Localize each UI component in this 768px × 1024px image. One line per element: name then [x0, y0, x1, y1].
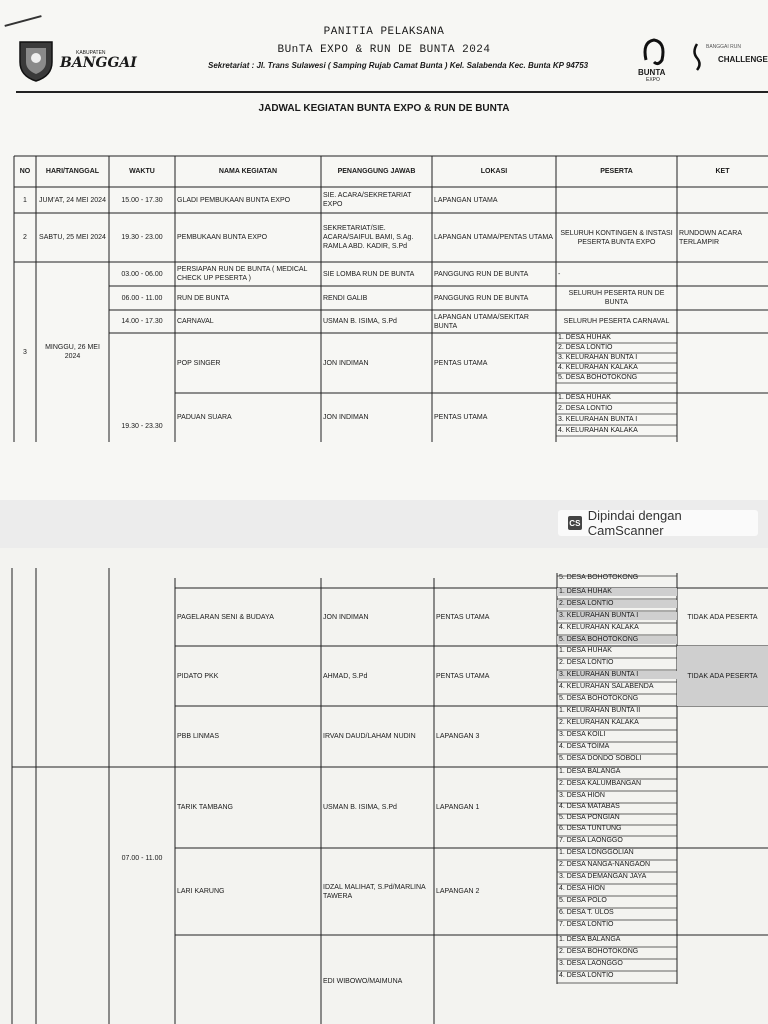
last-pic: EDI WIBOWO/MAIMUNA [323, 977, 403, 985]
camscanner-watermark [558, 510, 758, 536]
pidato-location: PENTAS UTAMA [436, 672, 490, 680]
paduan-activity: PADUAN SUARA [177, 414, 232, 421]
row1-time: 15.00 - 17.30 [121, 196, 163, 204]
row2-day: SABTU, 25 MEI 2024 [39, 234, 106, 241]
seni-participant: 5. DESA BOHOTOKONG [557, 636, 677, 644]
pidato-participant: 4. KELURAHAN SALABENDA [559, 683, 654, 690]
tarik-participant: 3. DESA HION [559, 792, 605, 799]
lari-pic: IDZAL MALIHAT, S.Pd/MARLINA TAWERA [323, 883, 426, 900]
lari-participant: 6. DESA T. ULOS [559, 909, 614, 916]
tarik-participant: 1. DESA BALANGA [559, 768, 621, 775]
lari-location: LAPANGAN 2 [436, 888, 480, 895]
brand-right-expo: EXPO [646, 77, 660, 83]
brand-left-small: KABUPATEN [76, 50, 106, 56]
pop-participant: 5. DESA BOHOTOKONG [558, 374, 638, 381]
seni-participant: 3. KELURAHAN BUNTA I [557, 612, 677, 620]
secretariat-address: Sekretariat : Jl. Trans Sulawesi ( Samping Rujab Camat Bunta ) Kel. Salabenda Kec. Bunta KP 94753 [208, 61, 589, 70]
event-heading: BUnTA EXPO & RUN DE BUNTA 2024 [277, 44, 491, 56]
row2-pic: SEKRETARIAT/SIE. ACARA/SAIFUL BAMI, S.Ag. RAMLA ABD. KADIR, S.Pd [323, 225, 414, 250]
pbb-participant: 2. KELURAHAN KALAKA [559, 719, 639, 726]
col-header-location: LOKASI [480, 168, 508, 175]
tarik-participant: 4. DESA MATABAS [559, 803, 620, 810]
tarik-participant: 7. DESA LAONGGO [559, 837, 623, 844]
scanned-page-1 [0, 0, 768, 500]
lari-participant: 3. DESA DEMANGAN JAYA [559, 873, 647, 880]
paduan-pic: JON INDIMAN [323, 414, 369, 421]
pop-participant: 2. DESA LONTIO [558, 344, 613, 351]
lari-participant: 5. DESA POLO [559, 897, 607, 904]
lari-participant: 1. DESA LONGGOLIAN [559, 849, 634, 856]
row1-activity: GLADI PEMBUKAAN BUNTA EXPO [177, 196, 291, 204]
pop-activity: POP SINGER [177, 359, 221, 367]
row1-no: 1 [23, 196, 27, 204]
seni-pic: JON INDIMAN [323, 613, 369, 621]
pop-pic: JON INDIMAN [323, 359, 369, 367]
pbb-location: LAPANGAN 3 [436, 733, 480, 740]
pbb-participant: 3. DESA KOILI [559, 731, 606, 738]
morning-time: 07.00 - 11.00 [121, 854, 163, 862]
row1-day: JUM'AT, 24 MEI 2024 [39, 196, 106, 204]
row3-day: MINGGU, 26 MEI 2024 [45, 344, 100, 360]
lari-participant: 4. DESA HION [559, 885, 605, 892]
last-participant: 1. DESA BALANGA [559, 936, 621, 943]
tarik-activity: TARIK TAMBANG [177, 804, 234, 811]
row3c-activity: CARNAVAL [177, 318, 214, 325]
carry-over-participant: 5. DESA BOHOTOKONG [559, 574, 639, 581]
row3a-activity: PERSIAPAN RUN DE BUNTA ( MEDICAL CHECK UP PESERTA ) [177, 266, 308, 282]
seni-activity: PAGELARAN SENI & BUDAYA [177, 613, 274, 621]
pidato-participant: 5. DESA BOHOTOKONG [559, 695, 639, 702]
brand-left-logo-text: BANGGAI [60, 55, 137, 71]
tarik-pic: USMAN B. ISIMA, S.Pd [323, 804, 397, 811]
row3c-pic: USMAN B. ISIMA, S.Pd [323, 318, 397, 325]
row3b-activity: RUN DE BUNTA [177, 294, 229, 302]
last-participant: 4. DESA LONTIO [559, 972, 614, 979]
row2-time: 19.30 - 23.00 [121, 234, 163, 241]
brand-right-top: BANGGAI RUN [706, 44, 742, 50]
committee-heading: PANITIA PELAKSANA [323, 26, 445, 38]
pop-location: PENTAS UTAMA [434, 359, 488, 367]
row3c-participants: SELURUH PESERTA CARNAVAL [563, 318, 670, 325]
pidato-participant: 3. KELURAHAN BUNTA I [557, 671, 677, 679]
pbb-activity: PBB LINMAS [177, 733, 220, 740]
row2-activity: PEMBUKAAN BUNTA EXPO [177, 234, 268, 241]
pbb-participant: 5. DESA DONDO SOBOLI [559, 755, 642, 762]
paduan-participant: 1. DESA HUHAK [558, 394, 611, 401]
pbb-pic: IRVAN DAUD/LAHAM NUDIN [323, 733, 416, 740]
col-header-participants: PESERTA [600, 168, 633, 175]
row1-pic: SIE. ACARA/SEKRETARIAT EXPO [323, 192, 412, 208]
pop-participant: 3. KELURAHAN BUNTA I [558, 354, 638, 361]
lari-participant: 2. DESA NANGA-NANGAON [559, 861, 651, 868]
tarik-location: LAPANGAN 1 [436, 804, 480, 811]
row1-location: LAPANGAN UTAMA [434, 196, 498, 204]
seni-participant: 1. DESA HUHAK [557, 588, 677, 596]
paduan-participant: 3. KELURAHAN BUNTA I [558, 416, 638, 423]
paduan-participant: 4. KELURAHAN KALAKA [558, 427, 638, 434]
col-header-day: HARI/TANGGAL [45, 168, 100, 175]
lari-activity: LARI KARUNG [177, 888, 225, 895]
seni-location: PENTAS UTAMA [436, 613, 490, 621]
brand-right-bunta: BUNTA [638, 68, 666, 77]
col-header-note: KET [715, 168, 730, 175]
brand-right-challenge: CHALLENGE [718, 55, 768, 64]
pidato-activity: PIDATO PKK [177, 672, 219, 680]
camscanner-label: Dipindai dengan CamScanner [587, 508, 682, 538]
lari-participant: 7. DESA LONTIO [559, 921, 614, 928]
tarik-participant: 2. DESA KALUMBANGAN [559, 780, 642, 787]
col-header-activity: NAMA KEGIATAN [218, 168, 278, 175]
col-header-no: NO [19, 168, 31, 175]
row3b-time: 06.00 - 11.00 [121, 294, 163, 302]
pop-participant: 4. KELURAHAN KALAKA [558, 364, 638, 371]
row3c-location: LAPANGAN UTAMA/SEKITAR BUNTA [434, 313, 529, 330]
scanned-page-2 [0, 548, 768, 1024]
last-participant: 3. DESA LAONGGO [559, 960, 623, 967]
pidato-participant: 1. DESA HUHAK [559, 647, 612, 654]
row3b-participants: SELURUH PESERTA RUN DE BUNTA [568, 290, 665, 306]
row2-no: 2 [23, 234, 27, 241]
seni-note: TIDAK ADA PESERTA [687, 613, 758, 621]
tarik-participant: 5. DESA PONGIAN [559, 814, 620, 821]
last-participant: 2. DESA BOHOTOKONG [559, 948, 639, 955]
row3a-time: 03.00 - 06.00 [121, 270, 163, 278]
tarik-participant: 6. DESA TUNTUNG [559, 825, 622, 832]
row3-no: 3 [23, 348, 27, 356]
pidato-pic: AHMAD, S.Pd [323, 672, 368, 680]
pbb-participant: 1. KELURAHAN BUNTA II [559, 707, 641, 714]
pidato-participant: 2. DESA LONTIO [559, 659, 614, 666]
col-header-time: WAKTU [129, 168, 155, 175]
row3b-location: PANGGUNG RUN DE BUNTA [434, 294, 529, 302]
paduan-participant: 2. DESA LONTIO [558, 405, 613, 412]
seni-participant: 4. KELURAHAN KALAKA [559, 624, 639, 631]
row2-note: RUNDOWN ACARA TERLAMPIR [679, 229, 742, 246]
row2-participants: SELURUH KONTINGEN & INSTASI PESERTA BUNTA EXPO [560, 229, 673, 246]
camscanner-icon: CS [568, 516, 582, 530]
pidato-note: TIDAK ADA PESERTA [677, 646, 768, 706]
row3a-pic: SIE LOMBA RUN DE BUNTA [323, 270, 415, 278]
row3c-time: 14.00 - 17.30 [121, 318, 163, 325]
seni-participant: 2. DESA LONTIO [557, 600, 677, 608]
row3b-pic: RENDI GALIB [323, 294, 368, 302]
row3a-participants: - [558, 270, 561, 278]
row2-location: LAPANGAN UTAMA/PENTAS UTAMA [434, 234, 553, 241]
pop-participant: 1. DESA HUHAK [558, 334, 611, 341]
document-title: JADWAL KEGIATAN BUNTA EXPO & RUN DE BUNTA [258, 103, 510, 114]
row3d-time: 19.30 - 23.30 [121, 422, 163, 430]
pbb-participant: 4. DESA TOIMA [559, 743, 610, 750]
row3a-location: PANGGUNG RUN DE BUNTA [434, 270, 529, 278]
col-header-pic: PENANGGUNG JAWAB [337, 168, 416, 175]
paduan-location: PENTAS UTAMA [434, 414, 488, 421]
